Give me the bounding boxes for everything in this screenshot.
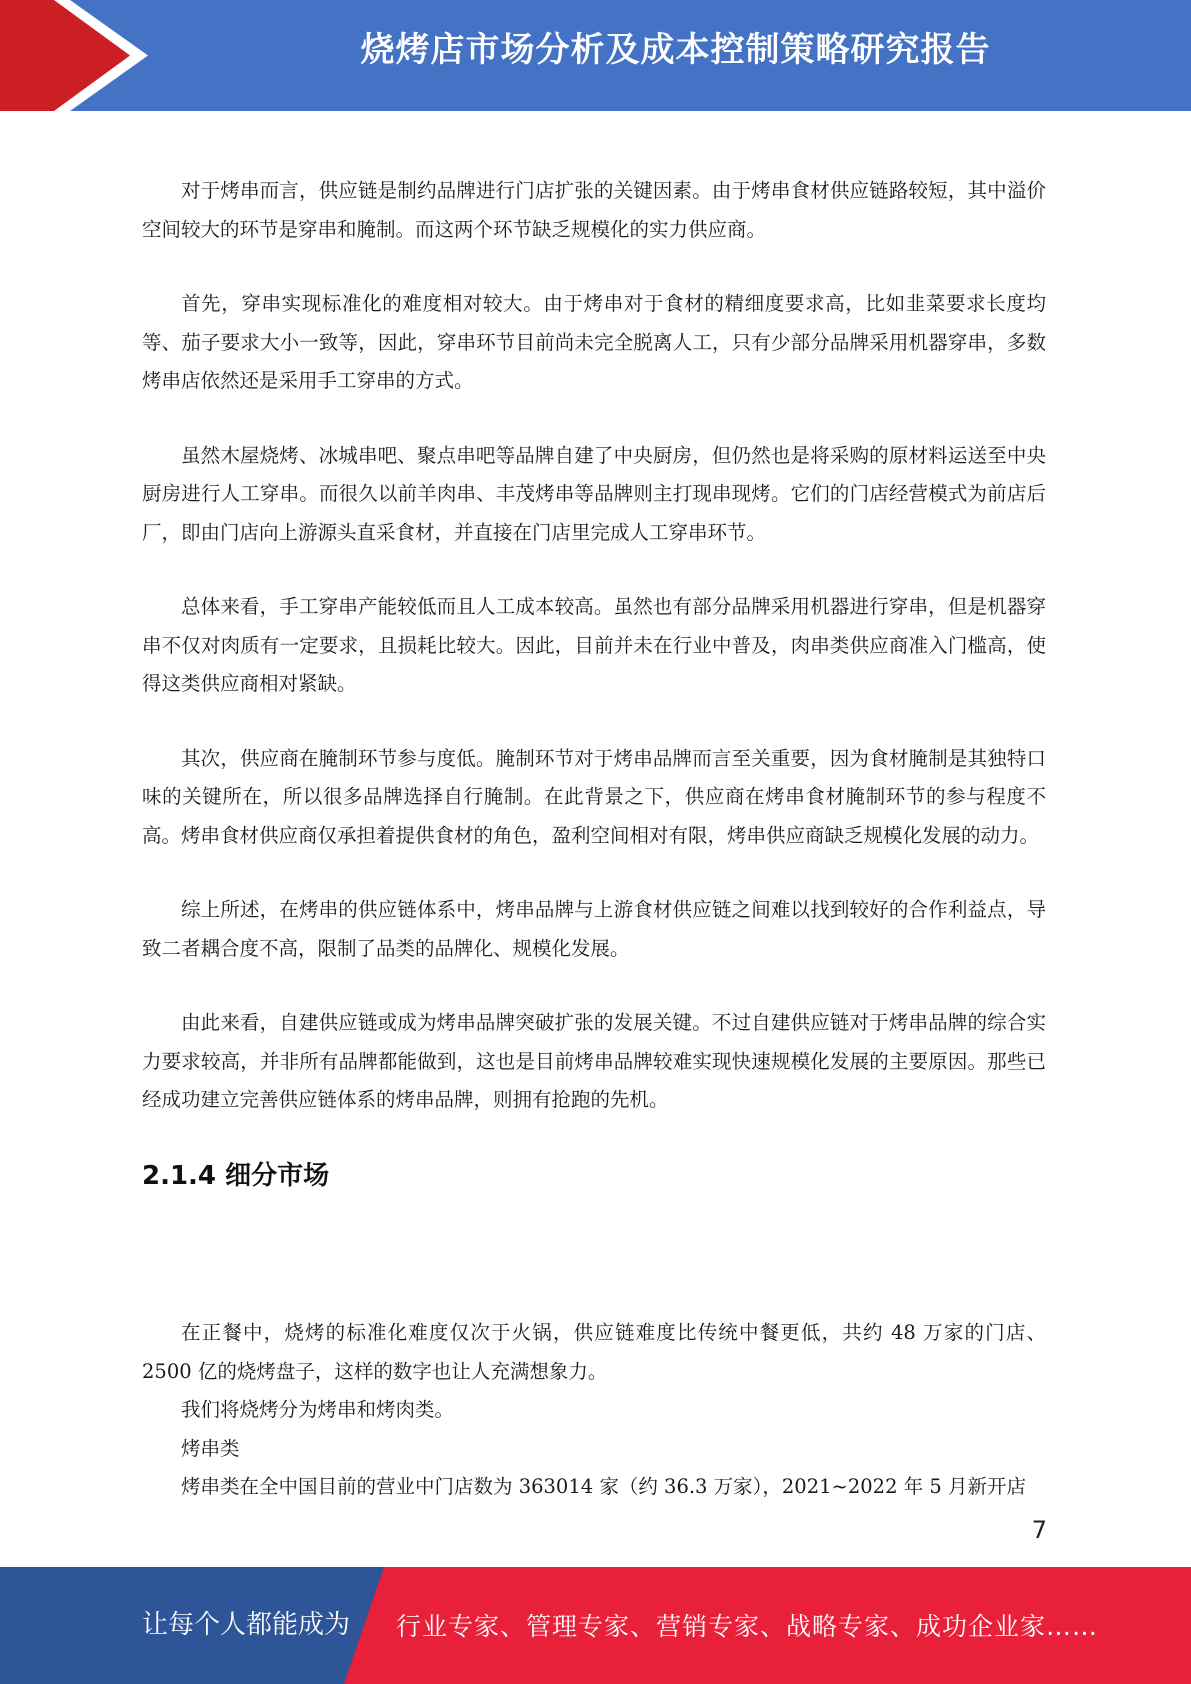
paragraph-3: 虽然木屋烧烤、冰城串吧、聚点串吧等品牌自建了中央厨房，但仍然也是将采购的原材料运送至中央厨房进行人工穿串。而很久以前羊肉串、丰茂烤串等品牌则主打现串现烤。它们的门店经营模式为前店后厂，即由门店向上游源头直采食材，并直接在门店里完成人工穿串环节。 bbox=[142, 443, 1046, 544]
paragraph-4: 总体来看，手工穿串产能较低而且人工成本较高。虽然也有部分品牌采用机器进行穿串，但是机器穿串不仅对肉质有一定要求，且损耗比较大。因此，目前并未在行业中普及，肉串类供应商准入门槛高，使得这类供应商相对紧缺。 bbox=[142, 595, 1046, 695]
paragraph-1: 对于烤串而言，供应链是制约品牌进行门店扩张的关键因素。由于烤串食材供应链路较短，其中溢价空间较大的环节是穿串和腌制。而这两个环节缺乏规模化的实力供应商。 bbox=[142, 179, 1046, 241]
page-number: 7 bbox=[1031, 1516, 1047, 1544]
footer-slogan-left: 让每个人都能成为 bbox=[142, 1610, 351, 1640]
header-banner bbox=[0, 0, 1191, 111]
footer-banner bbox=[0, 1567, 1191, 1684]
paragraph-5: 其次，供应商在腌制环节参与度低。腌制环节对于烤串品牌而言至关重要，因为食材腌制是其独特口味的关键所在，所以很多品牌选择自行腌制。在此背景之下，供应商在烤串食材腌制环节的参与程度不高。烤串食材供应商仅承担着提供食材的角色，盈利空间相对有限，烤串供应商缺乏规模化发展的动力。 bbox=[142, 746, 1046, 847]
paragraph-10: 烤串类 bbox=[181, 1436, 240, 1460]
paragraph-6: 综上所述，在烤串的供应链体系中，烤串品牌与上游食材供应链之间难以找到较好的合作利益点，导致二者耦合度不高，限制了品类的品牌化、规模化发展。 bbox=[142, 898, 1046, 960]
paragraph-7: 由此来看，自建供应链或成为烤串品牌突破扩张的发展关键。不过自建供应链对于烤串品牌的综合实力要求较高，并非所有品牌都能做到，这也是目前烤串品牌较难实现快速规模化发展的主要原因。那些已经成功建立完善供应链体系的烤串品牌，则拥有抢跑的先机。 bbox=[142, 1011, 1046, 1111]
lower-content bbox=[142, 1314, 1046, 1507]
paragraph-2: 首先，穿串实现标准化的难度相对较大。由于烤串对于食材的精细度要求高，比如韭菜要求长度均等、茄子要求大小一致等，因此，穿串环节目前尚未完全脱离人工，只有少部分品牌采用机器穿串，多数烤串店依然还是采用手工穿串的方式。 bbox=[142, 292, 1046, 392]
main-content bbox=[142, 172, 1046, 1196]
section-heading: 2.1.4 细分市场 bbox=[142, 1160, 330, 1191]
document-title: 烧烤店市场分析及成本控制策略研究报告 bbox=[360, 30, 991, 70]
paragraph-9: 我们将烧烤分为烤串和烤肉类。 bbox=[181, 1398, 455, 1421]
footer-slogan-right: 行业专家、管理专家、营销专家、战略专家、成功企业家…… bbox=[396, 1612, 1099, 1641]
paragraph-11: 烤串类在全中国目前的营业中门店数为 363014 家（约 36.3 万家），2021~2022 年 5 月新开店 bbox=[181, 1475, 1026, 1498]
paragraph-8: 在正餐中，烧烤的标准化难度仅次于火锅，供应链难度比传统中餐更低，共约 48 万家的门店、2500 亿的烧烤盘子，这样的数字也让人充满想象力。 bbox=[142, 1321, 1046, 1383]
